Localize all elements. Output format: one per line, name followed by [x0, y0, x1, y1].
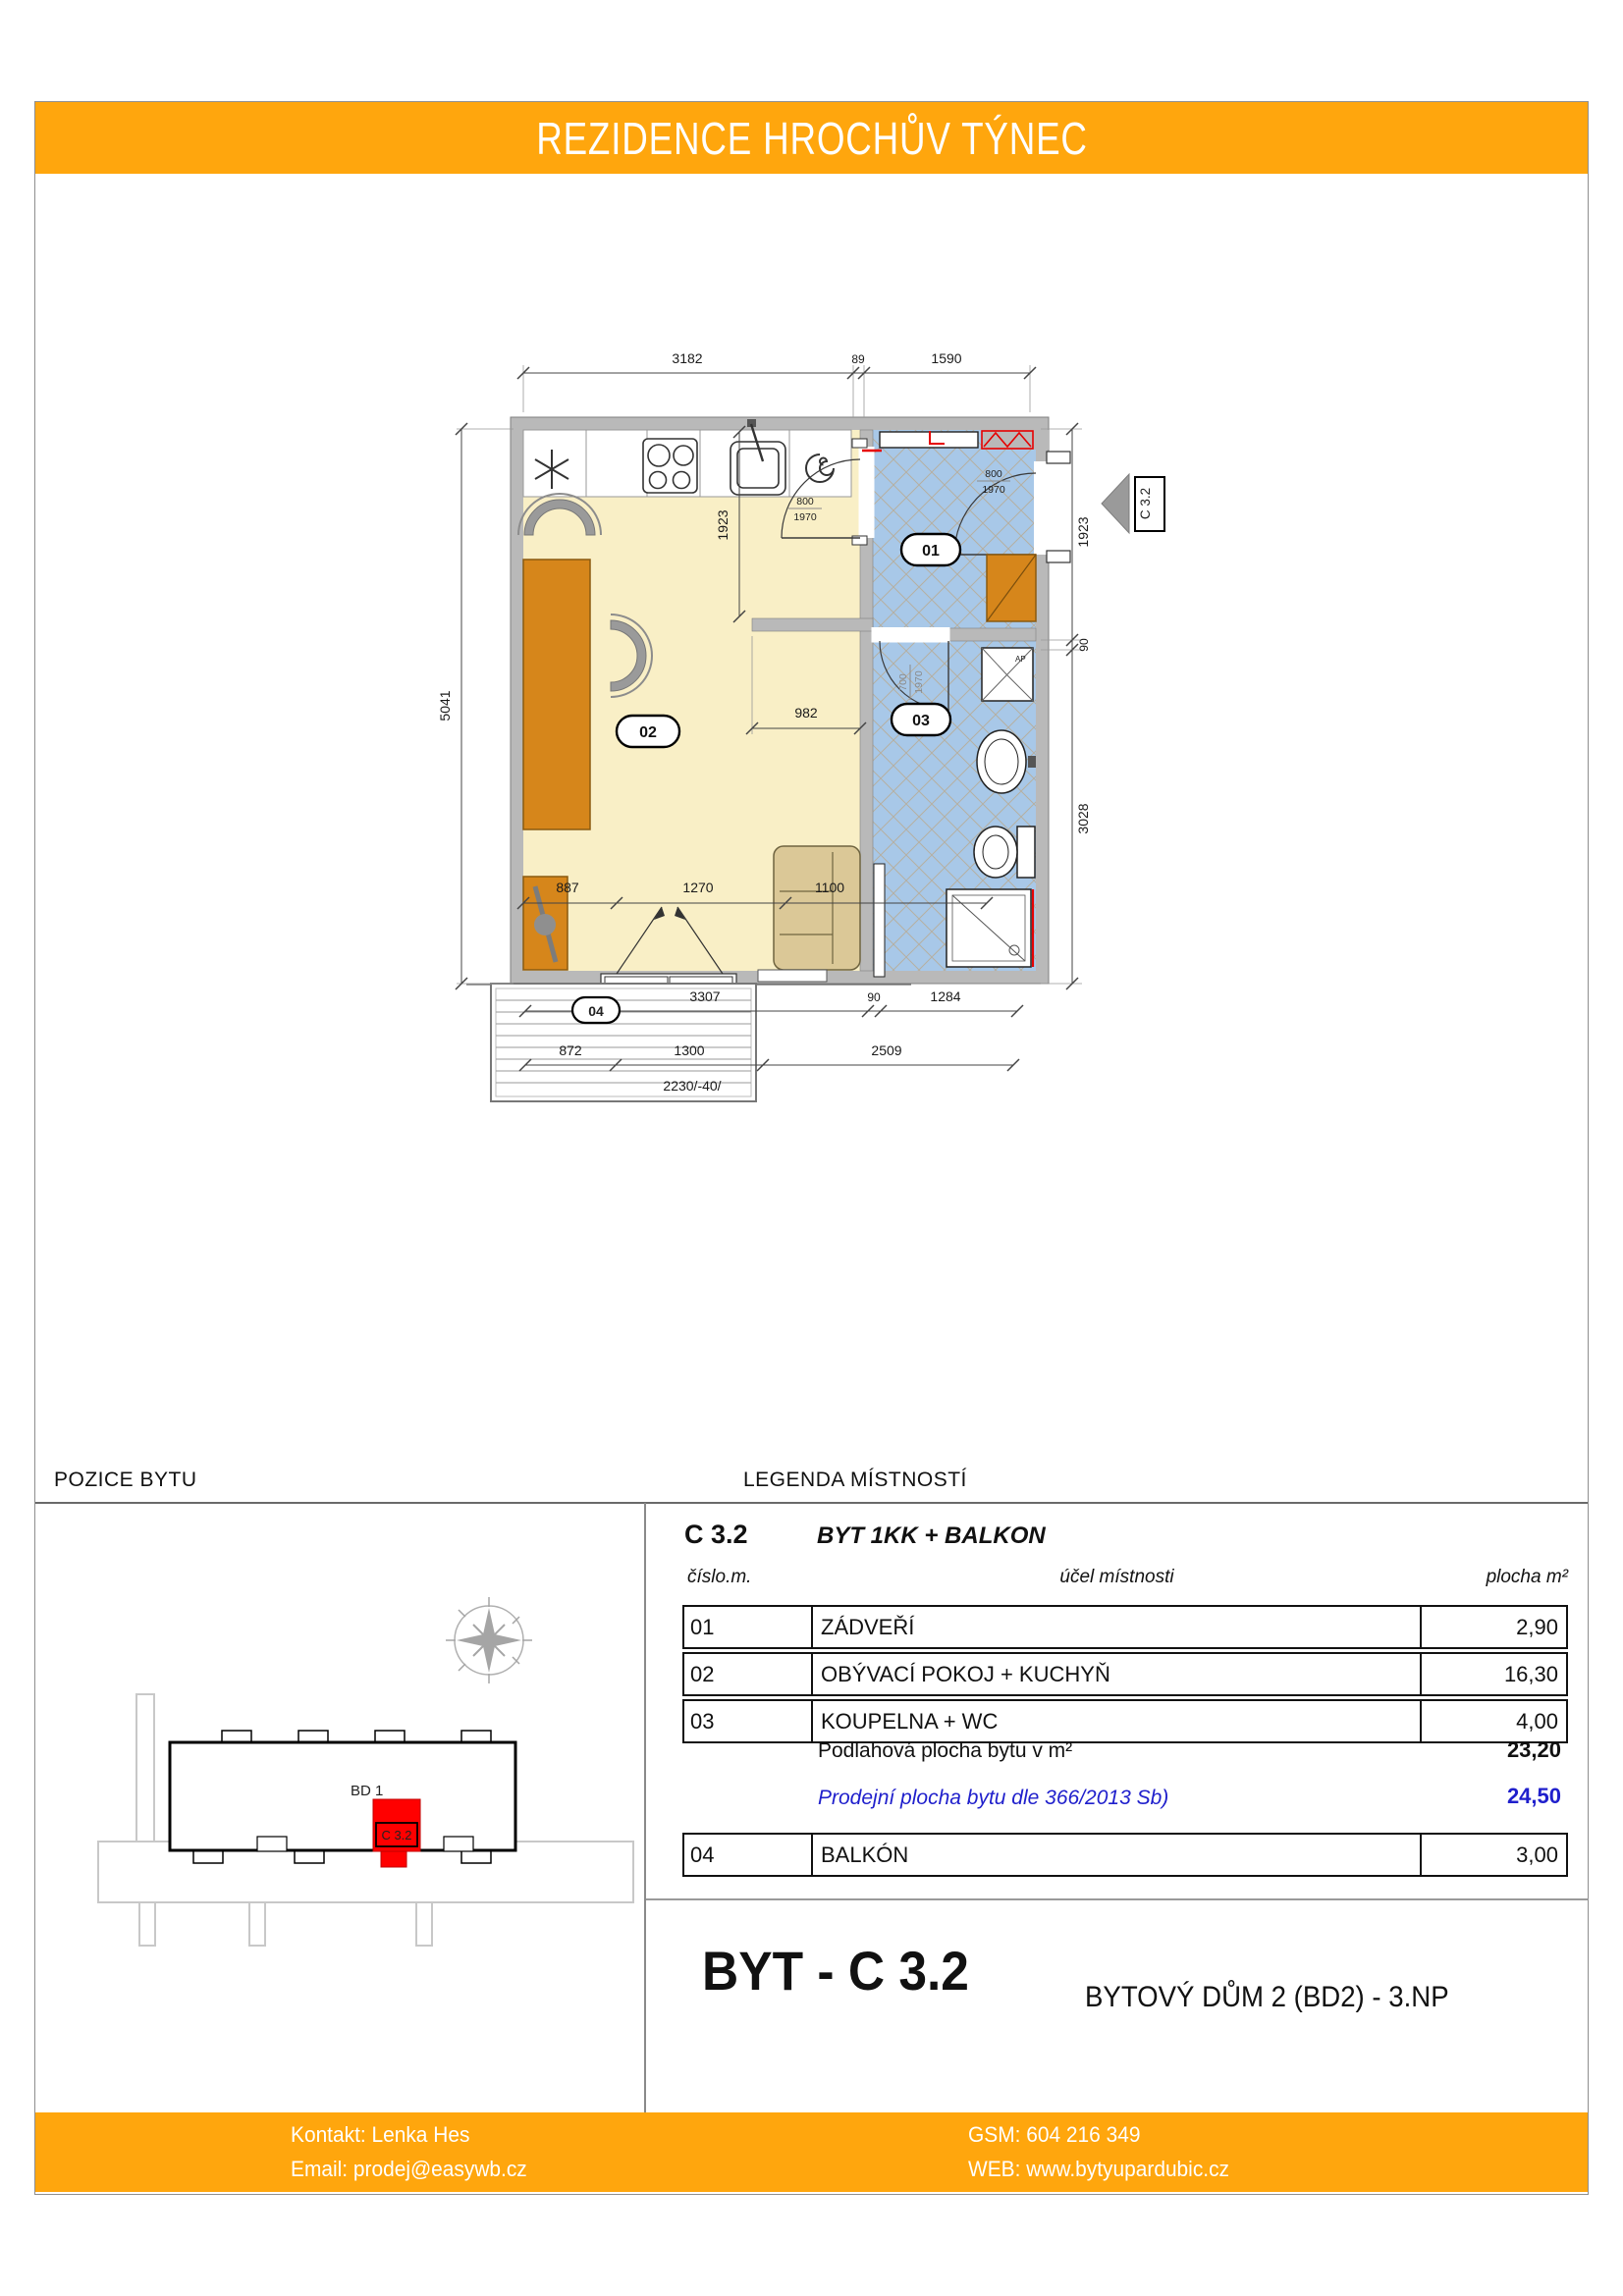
vertical-divider [644, 1503, 646, 2112]
dim-top-3: 1590 [931, 350, 962, 366]
sale-area-value: 24,50 [1506, 1784, 1561, 1808]
dim-right-2: 90 [1077, 638, 1091, 652]
legend-col-area: plocha m² [1486, 1567, 1568, 1587]
svg-text:AP: AP [1015, 655, 1026, 664]
footer-band [35, 2112, 1588, 2192]
room-label-04 [572, 997, 620, 1023]
dim-right-1: 1923 [1075, 516, 1091, 548]
svg-text:800: 800 [985, 468, 1002, 480]
svg-text:1970: 1970 [913, 670, 925, 694]
footer-web: WEB: www.bytyupardubic.cz [968, 2157, 1229, 2181]
apartment-subtitle: BYTOVÝ DŮM 2 (BD2) - 3.NP [1085, 1981, 1449, 2013]
dim-top-2: 89 [851, 352, 865, 366]
svg-text:1970: 1970 [793, 511, 817, 523]
apartment-title: BYT - C 3.2 [702, 1940, 969, 2002]
legend-col-purpose: účel místnosti [1059, 1567, 1174, 1587]
sale-area-label: Prodejní plocha bytu dle 366/2013 Sb) [818, 1787, 1169, 1809]
footer-email: Email: prodej@easywb.cz [291, 2157, 527, 2181]
dim-right-3: 3028 [1075, 803, 1091, 834]
section-title-position: POZICE BYTU [54, 1468, 197, 1491]
legend-unit-type: BYT 1KK + BALKON [817, 1522, 1046, 1549]
shoe-cabinet [987, 555, 1036, 621]
dim-872: 872 [559, 1042, 582, 1058]
dim-inner-1923: 1923 [715, 509, 730, 541]
unit-marker [1102, 474, 1164, 533]
room-area: 16,30 [1420, 1654, 1566, 1694]
floor-area-label: Podlahová plocha bytu v m² [818, 1739, 1073, 1762]
svg-text:800: 800 [796, 496, 814, 507]
washing-machine-icon [982, 648, 1033, 701]
room-number: 01 [684, 1607, 813, 1647]
floor-area-value: 23,20 [1506, 1737, 1561, 1762]
legend-col-number: číslo.m. [687, 1567, 752, 1587]
room-name: OBÝVACÍ POKOJ + KUCHYŇ [821, 1662, 1110, 1686]
dim-982: 982 [794, 705, 818, 721]
floor-vent [758, 970, 827, 982]
room-label-01 [901, 534, 960, 565]
compass-icon [446, 1597, 532, 1683]
stove-icon [643, 439, 697, 493]
sofa [774, 846, 860, 970]
svg-text:02: 02 [639, 724, 657, 741]
room-name: ZÁDVEŘÍ [821, 1615, 915, 1639]
svg-text:03: 03 [912, 713, 930, 729]
footer-contact: Kontakt: Lenka Hes [291, 2122, 470, 2147]
page-title: REZIDENCE HROCHŮV TÝNEC [535, 112, 1088, 164]
towel-radiator [874, 864, 885, 977]
room-label-03 [892, 704, 950, 735]
room-name: KOUPELNA + WC [821, 1709, 999, 1734]
svg-text:01: 01 [922, 543, 940, 560]
position-map [35, 1504, 644, 2112]
dim-1100: 1100 [814, 880, 845, 895]
room-number: 04 [684, 1835, 813, 1875]
dim-left: 5041 [437, 690, 453, 721]
legend-row-01 [682, 1605, 1568, 1649]
room-area: 3,00 [1420, 1835, 1566, 1875]
svg-text:1970: 1970 [982, 484, 1005, 496]
building-label: BD 1 [351, 1783, 384, 1799]
dim-1284: 1284 [930, 988, 961, 1004]
room-label-02 [617, 716, 679, 747]
room-area: 2,90 [1420, 1607, 1566, 1647]
legend-row-02 [682, 1652, 1568, 1696]
section-title-legend: LEGENDA MÍSTNOSTÍ [743, 1468, 967, 1491]
unit-highlight [373, 1799, 420, 1867]
footer-gsm: GSM: 604 216 349 [968, 2122, 1141, 2147]
dim-90b: 90 [867, 990, 881, 1004]
room-number: 02 [684, 1654, 813, 1694]
room-name: BALKÓN [821, 1842, 909, 1867]
dim-3307: 3307 [689, 988, 721, 1004]
dim-1300: 1300 [674, 1042, 705, 1058]
legend-row-04 [682, 1833, 1568, 1877]
toilet-icon [974, 827, 1035, 878]
svg-text:700: 700 [897, 673, 909, 691]
svg-text:04: 04 [588, 1003, 604, 1019]
building-outline [170, 1731, 515, 1863]
dim-2509: 2509 [871, 1042, 902, 1058]
room-number: 03 [684, 1701, 813, 1741]
legend-bottom-divider [646, 1898, 1589, 1900]
dining-table [523, 560, 590, 829]
dim-887: 887 [556, 880, 579, 895]
dim-balcony-note: 2230/-40/ [663, 1078, 722, 1094]
unit-highlight-label: C 3.2 [381, 1828, 412, 1842]
dim-1270: 1270 [682, 880, 714, 895]
dim-top-1: 3182 [672, 350, 703, 366]
legend-unit-code: C 3.2 [684, 1520, 748, 1549]
unit-marker-label: C 3.2 [1138, 487, 1153, 520]
room-area: 4,00 [1420, 1701, 1566, 1741]
